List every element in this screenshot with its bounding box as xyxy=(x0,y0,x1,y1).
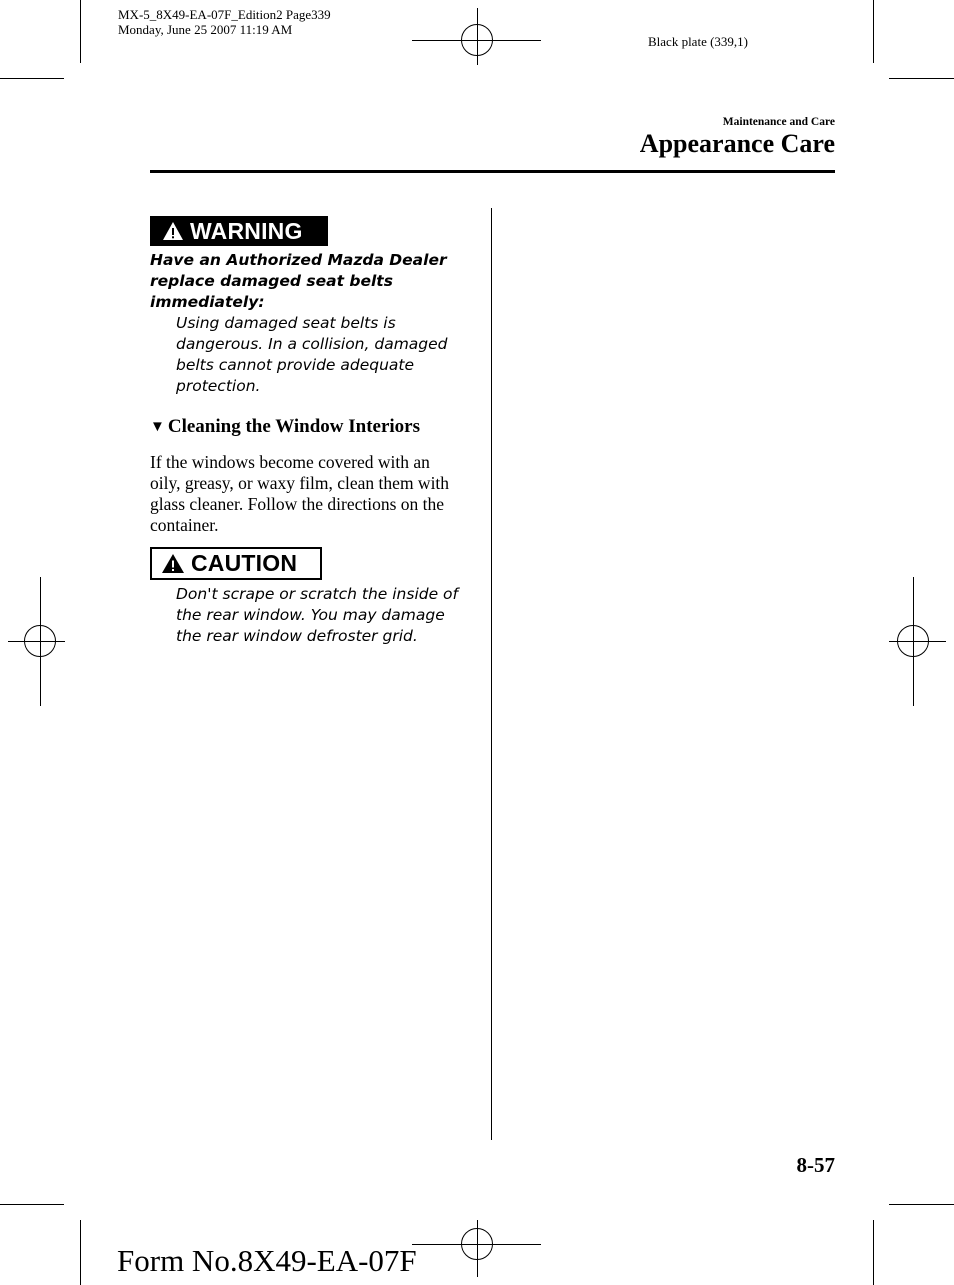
warning-triangle-icon xyxy=(161,553,185,574)
warning-body: Using damaged seat belts is dangerous. In a collision, damaged belts cannot provide adequate protection. xyxy=(176,314,448,395)
warning-triangle-icon xyxy=(162,221,184,241)
subsection-heading xyxy=(150,416,420,438)
print-info-date: Monday, June 25 2007 11:19 AM xyxy=(118,22,293,37)
title-rule xyxy=(150,170,835,173)
print-info-file: MX-5_8X49-EA-07F_Edition2 Page339 xyxy=(118,7,331,22)
plate-label: Black plate (339,1) xyxy=(648,34,748,49)
warning-label: WARNING xyxy=(190,217,303,244)
column-divider xyxy=(491,208,492,1140)
caution-label-box xyxy=(150,547,322,580)
page-number: 8-57 xyxy=(796,1153,835,1177)
caution-body: Don't scrape or scratch the inside of the rear window. You may damage the rear window defroster grid. xyxy=(176,585,458,645)
warning-label-box xyxy=(150,216,328,246)
page-title: Appearance Care xyxy=(639,129,835,158)
down-triangle-icon: ▼ xyxy=(150,419,165,435)
print-info xyxy=(118,7,331,37)
caution-label: CAUTION xyxy=(191,550,298,576)
section-name: Maintenance and Care xyxy=(722,116,835,128)
subsection-body: If the windows become covered with an oily, greasy, or waxy film, clean them with glass cleaner. Follow the directions on the container. xyxy=(150,452,450,535)
warning-heading: Have an Authorized Mazda Dealer replace damaged seat belts immediately: xyxy=(150,251,447,311)
subsection-heading-text: Cleaning the Window Interiors xyxy=(167,416,420,437)
form-number: Form No.8X49-EA-07F xyxy=(117,1243,417,1278)
